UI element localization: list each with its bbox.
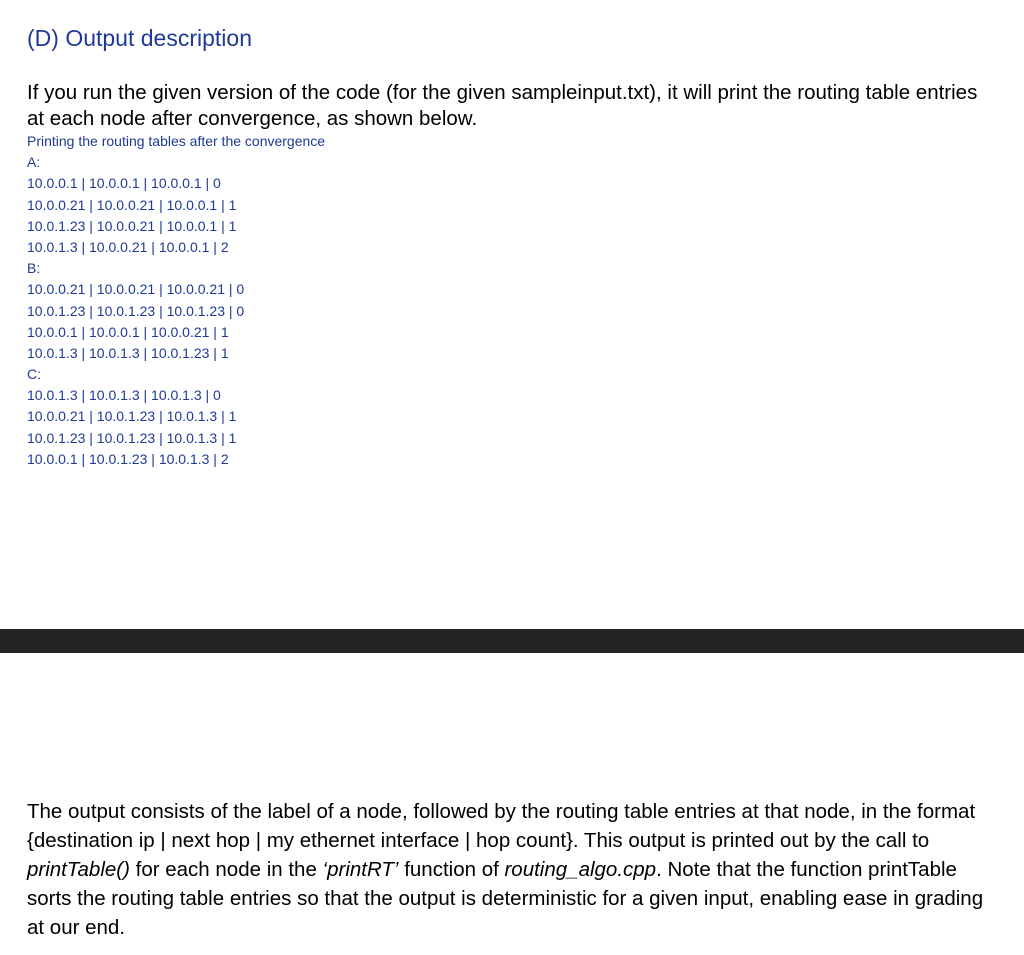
page-divider-bar <box>0 629 1024 653</box>
console-line-entry: 10.0.0.21 | 10.0.0.21 | 10.0.0.1 | 1 <box>27 196 237 213</box>
explanation-text: . Note that the function printTable sorts the routing table entries so that the output is deterministic for a given input, enabling ease in grading at our end. <box>27 858 984 939</box>
console-line-node-label: C: <box>27 366 41 383</box>
console-line-entry: 10.0.1.3 | 10.0.1.3 | 10.0.1.23 | 1 <box>27 344 229 361</box>
console-line-entry: 10.0.1.23 | 10.0.1.23 | 10.0.1.3 | 1 <box>27 429 237 446</box>
source-file-name: routing_algo.cpp <box>504 858 657 881</box>
console-line-entry: 10.0.1.3 | 10.0.0.21 | 10.0.0.1 | 2 <box>27 238 229 255</box>
console-line-entry: 10.0.0.21 | 10.0.0.21 | 10.0.0.21 | 0 <box>27 281 245 298</box>
explanation-text: The output consists of the label of a node, followed by the routing table entries at that node, in the format {destination ip | next hop | my ethernet interface | hop count}. This output is printed out by the call to <box>27 800 976 852</box>
console-line-node-label: B: <box>27 260 41 277</box>
console-line-entry: 10.0.1.23 | 10.0.1.23 | 10.0.1.23 | 0 <box>27 302 245 319</box>
explanation-text: for each node in the <box>129 858 323 881</box>
intro-paragraph: If you run the given version of the code (for the given sampleinput.txt), it will print the routing table entries at each node after convergence, as shown below. <box>27 81 978 130</box>
print-rt-function-name: ‘printRT’ <box>322 858 399 881</box>
console-line-entry: 10.0.1.3 | 10.0.1.3 | 10.0.1.3 | 0 <box>27 387 221 404</box>
console-line-entry: 10.0.1.23 | 10.0.0.21 | 10.0.0.1 | 1 <box>27 217 237 234</box>
console-line-entry: 10.0.0.1 | 10.0.0.1 | 10.0.0.1 | 0 <box>27 175 221 192</box>
console-output <box>27 131 325 470</box>
console-line-node-label: A: <box>27 154 41 171</box>
console-line-entry: 10.0.0.1 | 10.0.1.23 | 10.0.1.3 | 2 <box>27 450 229 467</box>
console-line-header: Printing the routing tables after the convergence <box>27 133 326 149</box>
explanation-text: function of <box>398 858 505 881</box>
console-line-entry: 10.0.0.21 | 10.0.1.23 | 10.0.1.3 | 1 <box>27 408 237 425</box>
section-heading: (D) Output description <box>27 25 252 51</box>
explanation-paragraph <box>27 797 987 942</box>
print-table-function-name: printTable() <box>27 858 130 881</box>
console-line-entry: 10.0.0.1 | 10.0.0.1 | 10.0.0.21 | 1 <box>27 323 229 340</box>
